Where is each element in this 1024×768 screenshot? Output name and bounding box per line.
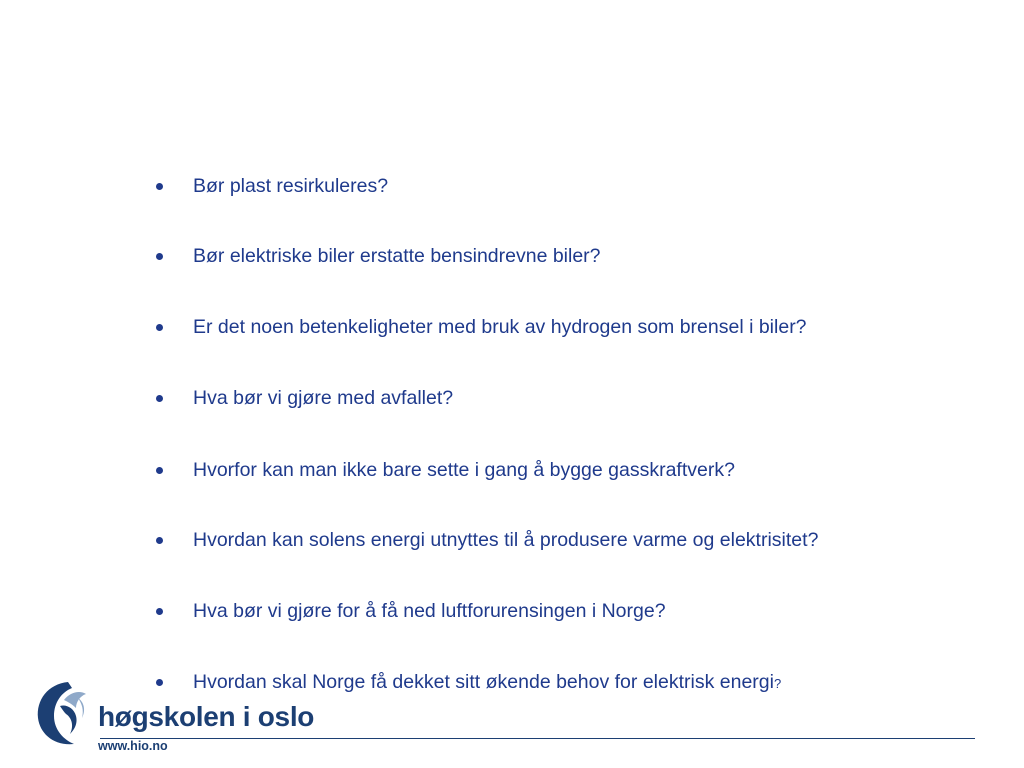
question-text-main: Hvordan skal Norge få dekket sitt økende behov for elektrisk energi [193, 670, 774, 693]
list-item [156, 241, 601, 271]
list-item [156, 383, 453, 413]
bullet-icon [156, 467, 163, 474]
bullet-icon [156, 395, 163, 402]
list-item [156, 525, 818, 555]
bullet-icon [156, 324, 163, 331]
question-mark: ? [773, 675, 782, 691]
bullet-icon [156, 253, 163, 260]
logo-wordmark: høgskolen i oslo [98, 701, 315, 732]
list-item [156, 596, 666, 626]
question-text: Hvorfor kan man ikke bare sette i gang å bygge gasskraftverk? [193, 458, 735, 481]
footer-divider [100, 738, 975, 739]
list-item [156, 455, 735, 485]
list-item [156, 171, 388, 201]
list-item [156, 312, 807, 342]
question-text: Bør plast resirkuleres? [193, 174, 389, 197]
bullet-icon [156, 537, 163, 544]
logo-emblem-icon [34, 676, 98, 748]
question-text: Bør elektriske biler erstatte bensindrevne biler? [193, 244, 601, 267]
question-text: Hva bør vi gjøre for å få ned luftforurensingen i Norge? [193, 599, 666, 622]
question-text: Er det noen betenkeligheter med bruk av hydrogen som brensel i biler? [193, 315, 807, 338]
bullet-icon [156, 183, 163, 190]
institution-logo [34, 676, 354, 760]
question-text: Hvordan kan solens energi utnyttes til å produsere varme og elektrisitet? [193, 528, 819, 551]
logo-url: www.hio.no [98, 739, 168, 753]
question-text: Hva bør vi gjøre med avfallet? [193, 386, 454, 409]
bullet-icon [156, 608, 163, 615]
